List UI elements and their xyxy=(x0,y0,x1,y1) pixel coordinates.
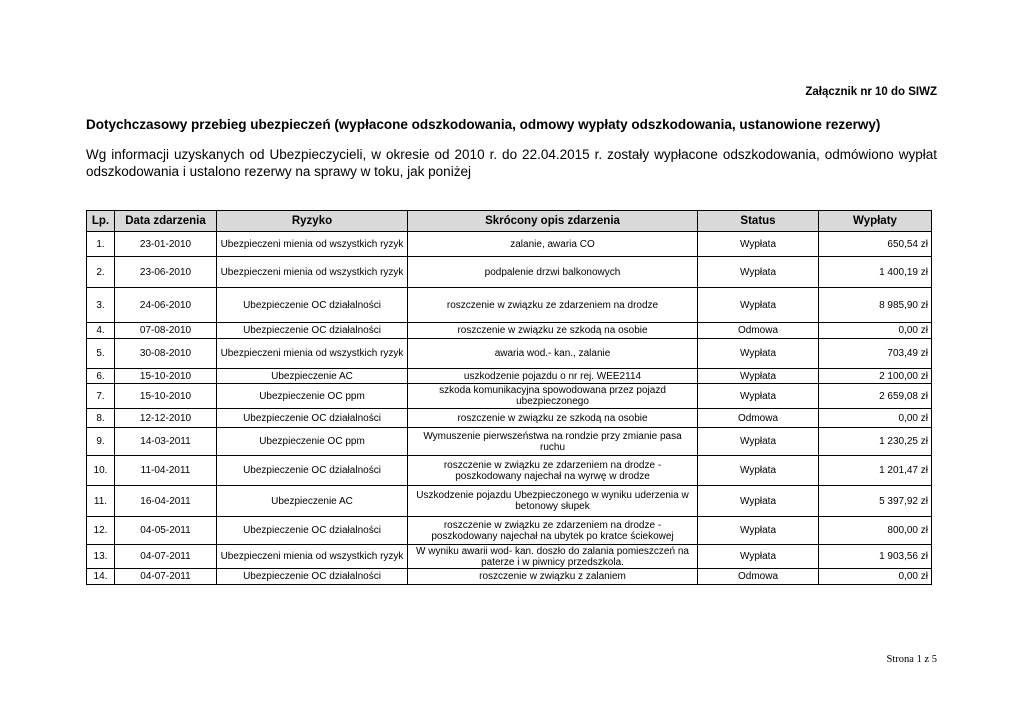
cell-status: Wypłata xyxy=(698,428,819,456)
document-title: Dotychczasowy przebieg ubezpieczeń (wypłacone odszkodowania, odmowy wypłaty odszkodowania, ustanowione rezerwy) xyxy=(86,117,881,132)
cell-status: Wypłata xyxy=(698,288,819,323)
cell-date: 14-03-2011 xyxy=(115,428,217,456)
cell-lp: 5. xyxy=(87,339,115,369)
cell-amount: 1 400,19 zł xyxy=(819,257,932,288)
cell-amount: 0,00 zł xyxy=(819,409,932,428)
cell-status: Wypłata xyxy=(698,456,819,486)
cell-lp: 6. xyxy=(87,369,115,384)
cell-description: roszczenie w związku ze szkodą na osobie xyxy=(408,323,698,339)
col-header-risk: Ryzyko xyxy=(217,211,408,232)
cell-date: 23-01-2010 xyxy=(115,232,217,257)
cell-amount: 650,54 zł xyxy=(819,232,932,257)
table-row xyxy=(87,409,932,428)
cell-date: 12-12-2010 xyxy=(115,409,217,428)
intro-paragraph: Wg informacji uzyskanych od Ubezpieczycieli, w okresie od 2010 r. do 22.04.2015 r. zostały wypłacone odszkodowania, odmówiono wypłat odszkodowania i ustalono rezerwy na sprawy w toku, jak poniżej xyxy=(86,147,937,179)
cell-amount: 0,00 zł xyxy=(819,569,932,585)
table-row xyxy=(87,545,932,569)
table-row xyxy=(87,517,932,545)
cell-date: 15-10-2010 xyxy=(115,369,217,384)
table-row xyxy=(87,232,932,257)
cell-amount: 2 659,08 zł xyxy=(819,384,932,409)
cell-description: roszczenie w związku ze zdarzeniem na drodze - poszkodowany najechał na wyrwę w drodze xyxy=(408,456,698,486)
cell-lp: 2. xyxy=(87,257,115,288)
cell-risk: Ubezpieczenie OC działalności xyxy=(217,456,408,486)
cell-lp: 8. xyxy=(87,409,115,428)
cell-lp: 10. xyxy=(87,456,115,486)
cell-amount: 1 903,56 zł xyxy=(819,545,932,569)
cell-risk: Ubezpieczeni mienia od wszystkich ryzyk xyxy=(217,257,408,288)
cell-description: szkoda komunikacyjna spowodowana przez pojazd ubezpieczonego xyxy=(408,384,698,409)
cell-description: Uszkodzenie pojazdu Ubezpieczonego w wyniku uderzenia w betonowy słupek xyxy=(408,486,698,517)
cell-date: 15-10-2010 xyxy=(115,384,217,409)
table-row xyxy=(87,486,932,517)
table-row xyxy=(87,384,932,409)
col-header-payouts: Wypłaty xyxy=(819,211,932,232)
table-row xyxy=(87,456,932,486)
cell-date: 16-04-2011 xyxy=(115,486,217,517)
cell-description: W wyniku awarii wod- kan. doszło do zalania pomieszczeń na paterze i w piwnicy przedszkola. xyxy=(408,545,698,569)
cell-lp: 3. xyxy=(87,288,115,323)
cell-description: roszczenie w związku ze zdarzeniem na drodze xyxy=(408,288,698,323)
cell-lp: 1. xyxy=(87,232,115,257)
cell-lp: 9. xyxy=(87,428,115,456)
cell-description: awaria wod.- kan., zalanie xyxy=(408,339,698,369)
col-header-status: Status xyxy=(698,211,819,232)
cell-status: Odmowa xyxy=(698,569,819,585)
cell-risk: Ubezpieczeni mienia od wszystkich ryzyk xyxy=(217,232,408,257)
table-row xyxy=(87,339,932,369)
cell-amount: 800,00 zł xyxy=(819,517,932,545)
cell-risk: Ubezpieczenie OC działalności xyxy=(217,569,408,585)
cell-date: 30-08-2010 xyxy=(115,339,217,369)
cell-date: 04-05-2011 xyxy=(115,517,217,545)
cell-description: Wymuszenie pierwszeństwa na rondzie przy zmianie pasa ruchu xyxy=(408,428,698,456)
cell-date: 04-07-2011 xyxy=(115,545,217,569)
cell-description: roszczenie w związku ze szkodą na osobie xyxy=(408,409,698,428)
table-row xyxy=(87,428,932,456)
table-row xyxy=(87,323,932,339)
table-header-row xyxy=(87,211,932,232)
cell-lp: 11. xyxy=(87,486,115,517)
cell-lp: 4. xyxy=(87,323,115,339)
page-number: Strona 1 z 5 xyxy=(886,654,937,665)
cell-amount: 2 100,00 zł xyxy=(819,369,932,384)
cell-lp: 7. xyxy=(87,384,115,409)
cell-risk: Ubezpieczenie OC działalności xyxy=(217,288,408,323)
col-header-lp: Lp. xyxy=(87,211,115,232)
cell-lp: 13. xyxy=(87,545,115,569)
table-row xyxy=(87,369,932,384)
col-header-date: Data zdarzenia xyxy=(115,211,217,232)
col-header-description: Skrócony opis zdarzenia xyxy=(408,211,698,232)
claims-table xyxy=(86,210,932,585)
cell-lp: 12. xyxy=(87,517,115,545)
cell-status: Odmowa xyxy=(698,409,819,428)
cell-status: Wypłata xyxy=(698,545,819,569)
cell-status: Odmowa xyxy=(698,323,819,339)
cell-date: 07-08-2010 xyxy=(115,323,217,339)
cell-date: 04-07-2011 xyxy=(115,569,217,585)
cell-amount: 8 985,90 zł xyxy=(819,288,932,323)
cell-risk: Ubezpieczenie OC działalności xyxy=(217,323,408,339)
cell-amount: 1 230,25 zł xyxy=(819,428,932,456)
table-row xyxy=(87,257,932,288)
cell-risk: Ubezpieczenie AC xyxy=(217,486,408,517)
cell-status: Wypłata xyxy=(698,232,819,257)
cell-description: uszkodzenie pojazdu o nr rej. WEE2114 xyxy=(408,369,698,384)
cell-risk: Ubezpieczenie OC działalności xyxy=(217,517,408,545)
cell-status: Wypłata xyxy=(698,517,819,545)
cell-status: Wypłata xyxy=(698,339,819,369)
cell-description: zalanie, awaria CO xyxy=(408,232,698,257)
cell-status: Wypłata xyxy=(698,384,819,409)
cell-amount: 1 201,47 zł xyxy=(819,456,932,486)
cell-status: Wypłata xyxy=(698,369,819,384)
cell-description: roszczenie w związku ze zdarzeniem na drodze - poszkodowany najechał na ubytek po kratce ściekowej xyxy=(408,517,698,545)
cell-amount: 703,49 zł xyxy=(819,339,932,369)
cell-lp: 14. xyxy=(87,569,115,585)
cell-risk: Ubezpieczeni mienia od wszystkich ryzyk xyxy=(217,545,408,569)
cell-risk: Ubezpieczenie OC ppm xyxy=(217,384,408,409)
cell-date: 11-04-2011 xyxy=(115,456,217,486)
cell-risk: Ubezpieczeni mienia od wszystkich ryzyk xyxy=(217,339,408,369)
cell-risk: Ubezpieczenie OC działalności xyxy=(217,409,408,428)
cell-description: podpalenie drzwi balkonowych xyxy=(408,257,698,288)
cell-status: Wypłata xyxy=(698,486,819,517)
table-row xyxy=(87,569,932,585)
cell-description: roszczenie w związku z zalaniem xyxy=(408,569,698,585)
annex-label: Załącznik nr 10 do SIWZ xyxy=(805,86,937,98)
cell-date: 23-06-2010 xyxy=(115,257,217,288)
cell-risk: Ubezpieczenie AC xyxy=(217,369,408,384)
cell-amount: 5 397,92 zł xyxy=(819,486,932,517)
cell-date: 24-06-2010 xyxy=(115,288,217,323)
table-row xyxy=(87,288,932,323)
cell-status: Wypłata xyxy=(698,257,819,288)
cell-amount: 0,00 zł xyxy=(819,323,932,339)
cell-risk: Ubezpieczenie OC ppm xyxy=(217,428,408,456)
